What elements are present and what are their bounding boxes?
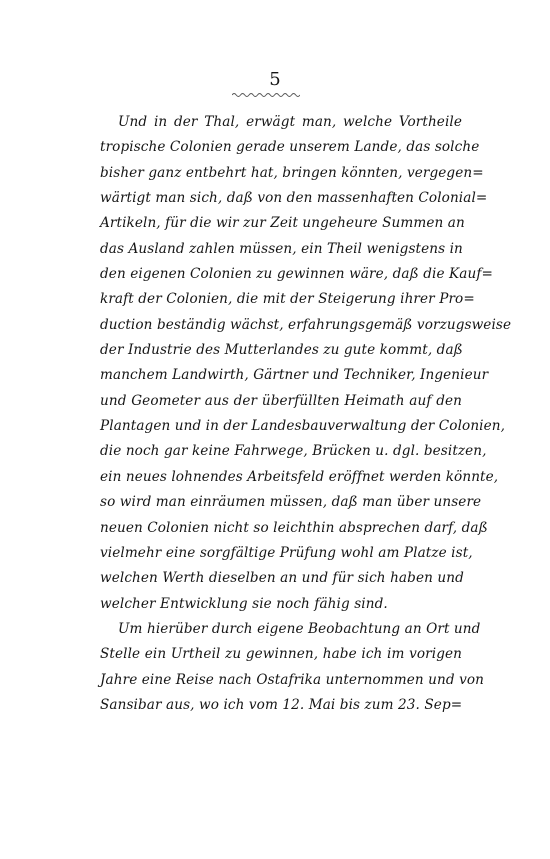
text-line: welchen Werth dieselben an und für sich haben und [100,570,464,587]
text-line: Plantagen und in der Landesbauverwaltung der Colonien, [100,418,506,435]
text-line: neuen Colonien nicht so leichthin absprechen darf, daß [100,519,488,536]
decorative-rule-icon [232,91,300,99]
text-line: vielmehr eine sorgfältige Prüfung wohl am Platze ist, [100,544,473,561]
text-line: Sansibar aus, wo ich vom 12. Mai bis zum 23. Sep= [100,696,463,713]
text-line: Artikeln, für die wir zur Zeit ungeheure Summen an [100,215,465,232]
text-line: Um hierüber durch eigene Beobachtung an Ort und [118,620,481,637]
text-line: so wird man einräumen müssen, daß man über unsere [100,494,482,511]
text-line: und Geometer aus der überfüllten Heimath auf den [100,392,462,409]
text-line: duction beständig wächst, erfahrungsgemäß vorzugsweise [100,316,512,333]
text-line: die noch gar keine Fahrwege, Brücken u. dgl. besitzen, [100,443,487,460]
text-line: der Industrie des Mutterlandes zu gute kommt, daß [100,342,463,359]
text-line: wärtigt man sich, daß von den massenhaften Colonial= [100,190,488,207]
text-line: ein neues lohnendes Arbeitsfeld eröffnet werden könnte, [100,468,499,485]
text-line: kraft der Colonien, die mit der Steigerung ihrer Pro= [100,291,475,308]
text-line: Stelle ein Urtheil zu gewinnen, habe ich im vorigen [100,646,462,663]
paragraph [100,617,485,718]
text-line: manchem Landwirth, Gärtner und Techniker, Ingenieur [100,367,489,384]
paragraph [100,110,512,617]
text-line: den eigenen Colonien zu gewinnen wäre, daß die Kauf= [100,266,493,283]
page-number: 5 [269,69,281,90]
body-text [100,110,512,718]
text-line: bisher ganz entbehrt hat, bringen könnten, vergegen= [100,164,484,181]
text-line: Jahre eine Reise nach Ostafrika unternommen und von [100,671,485,688]
text-line: tropische Colonien gerade unserem Lande, das solche [100,139,480,156]
text-line: Und in der Thal, erwägt man, welche Vortheile [118,114,462,130]
text-line: das Ausland zahlen müssen, ein Theil wenigstens in [100,240,463,257]
text-line: welcher Entwicklung sie noch fähig sind. [100,595,388,612]
